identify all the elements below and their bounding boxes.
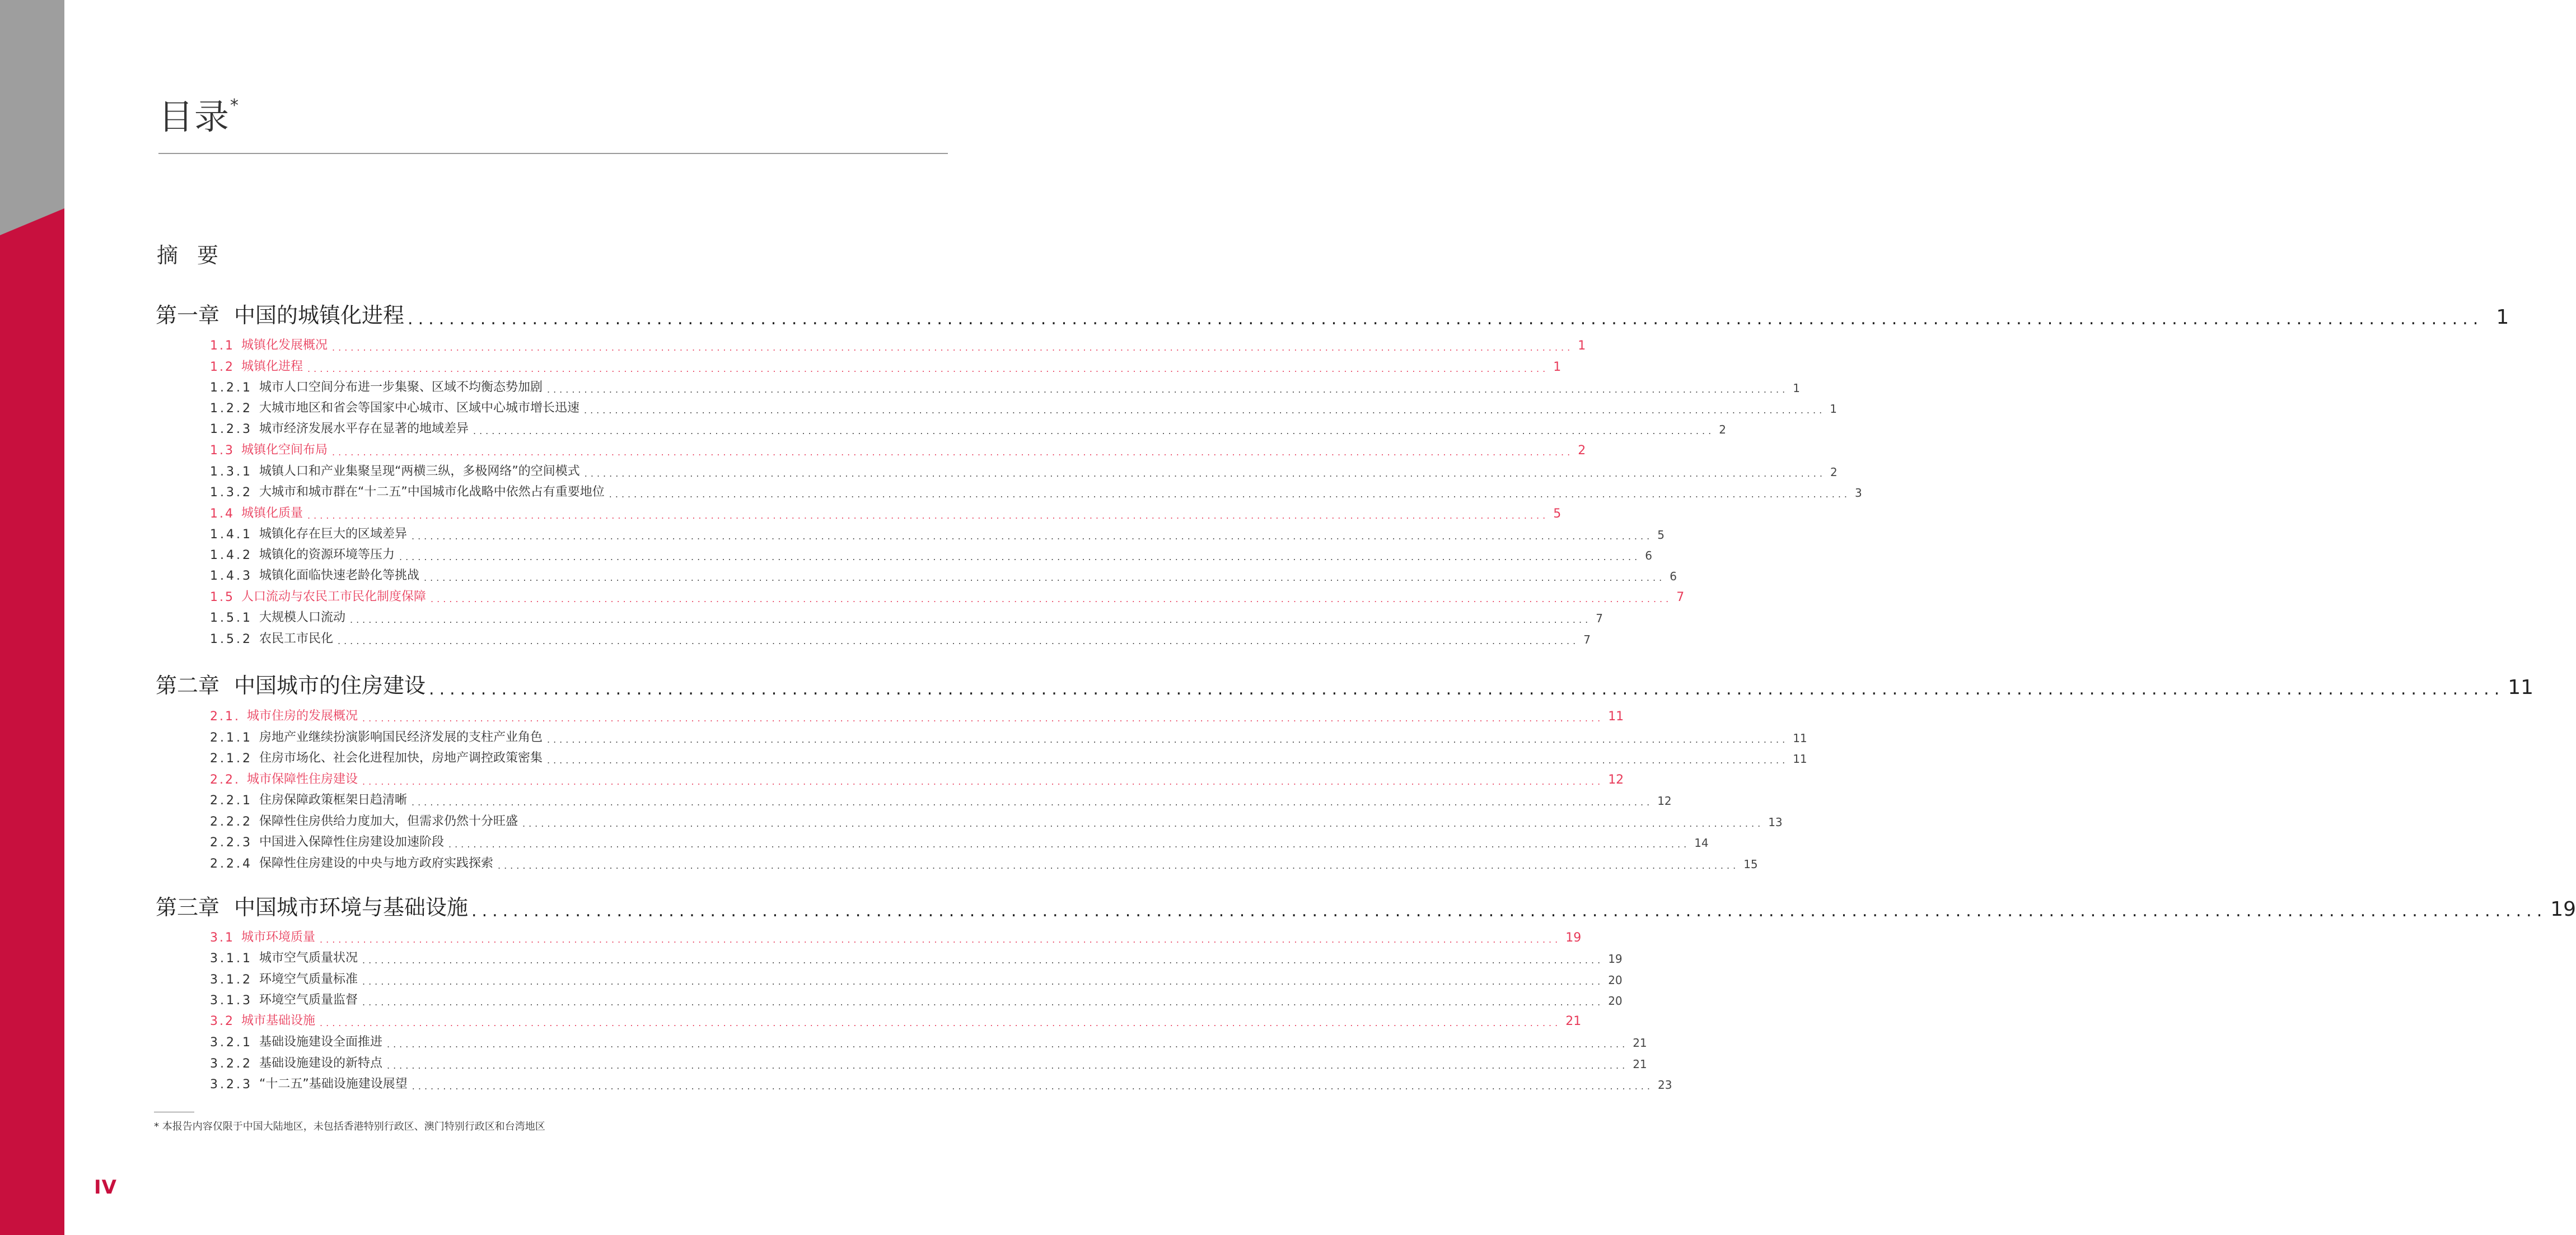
toc-sub[interactable]: [210, 749, 1807, 766]
toc-item-page: 20: [1608, 973, 1623, 987]
toc-item-title: 房地产业继续扮演影响国民经济发展的支柱产业角色: [259, 730, 543, 744]
toc-item-page: 19: [1608, 952, 1623, 966]
toc-leader-dots: ........................................................................................................................................................................................................: [498, 860, 1740, 871]
toc-sub[interactable]: [210, 949, 1623, 966]
toc-sub[interactable]: [210, 399, 1837, 416]
toc-item-number: 1.5.2: [210, 632, 253, 646]
toc-leader-dots: ........................................................................................................................................................................................................: [522, 818, 1764, 829]
toc-item-page: 11: [1608, 710, 1624, 724]
toc-item-number: 3.2.2: [210, 1057, 253, 1071]
toc-item-number: 3.2.3: [210, 1078, 253, 1092]
title-footnote-mark: *: [230, 96, 240, 115]
toc-leader-dots: ........................................................................................................................................................................................................: [307, 363, 1549, 374]
toc-item-number: 2.2.3: [210, 836, 253, 850]
toc-item-number: 2.2.2: [210, 815, 253, 829]
toc-leader-dots: ........................................................................................................................................................................................................: [362, 997, 1604, 1008]
toc-sub[interactable]: [210, 462, 1838, 479]
toc-item-number: 1.3.1: [210, 465, 253, 479]
toc-chapter[interactable]: [156, 895, 2576, 921]
toc-item-number: 1.2.1: [210, 381, 253, 395]
toc-sub[interactable]: [210, 1033, 1647, 1050]
toc-item-title: 中国城市的住房建设: [234, 673, 426, 698]
toc-leader-dots: ........................................................................................................................................................................................................: [350, 614, 1592, 625]
toc-item-page: 21: [1633, 1057, 1647, 1071]
toc-leader-dots: ........................................................................................................................................................................................................: [332, 342, 1574, 353]
toc-leader-dots: ........................................................................................................................................................................................................: [424, 572, 1666, 583]
toc-leader-dots: ........................................................................................................................................................................................................: [362, 955, 1604, 966]
toc-item-title: 住房保障政策框架日趋清晰: [259, 793, 407, 807]
toc-item-title: 城镇化发展概况: [241, 338, 328, 352]
toc-item-title: 保障性住房建设的中央与地方政府实践探索: [259, 856, 493, 870]
toc-item-number: 2.1.: [210, 710, 240, 724]
toc-section[interactable]: [210, 588, 1685, 604]
toc-item-page: 21: [1633, 1036, 1647, 1050]
toc-item-title: 大城市地区和省会等国家中心城市、区域中心城市增长迅速: [259, 401, 579, 415]
toc-section[interactable]: [210, 707, 1624, 724]
toc-item-number: 3.1: [210, 931, 235, 945]
toc-chapter[interactable]: [156, 303, 2509, 329]
toc-item-number: 3.2.1: [210, 1036, 253, 1050]
toc-item-title: 大规模人口流动: [259, 610, 345, 625]
toc-item-number: 2.1.1: [210, 731, 253, 745]
toc-sub[interactable]: [210, 728, 1807, 745]
toc-leader-dots: ........................................................................................................................................................................................................: [584, 468, 1826, 479]
toc-item-title: 城镇化空间布局: [241, 443, 328, 457]
toc-item-page: 2: [1719, 423, 1726, 436]
toc-item-title: “十二五”基础设施建设展望: [259, 1077, 408, 1091]
toc-item-page: 20: [1608, 994, 1623, 1008]
toc-leader-dots: ........................................................................................................................................................................................................: [609, 489, 1850, 500]
toc-item-page: 7: [1676, 590, 1685, 604]
toc-sub[interactable]: [210, 812, 1783, 829]
toc-item-title: 城市保障性住房建设: [246, 772, 358, 786]
toc-item-number: 1.4.1: [210, 528, 253, 542]
toc-leader-dots: ........................................................................................................................................................................................................: [332, 447, 1574, 458]
toc-section[interactable]: [210, 336, 1586, 353]
toc-sub[interactable]: [210, 854, 1758, 871]
toc-section[interactable]: [210, 928, 1582, 945]
toc-item-page: 15: [1743, 857, 1758, 871]
toc-item-page: 11: [1793, 752, 1807, 766]
toc-item-page: 6: [1645, 549, 1652, 562]
toc-sub[interactable]: [210, 546, 1652, 562]
footnote: * 本报告内容仅限于中国大陆地区，未包括香港特别行政区、澳门特别行政区和台湾地区: [154, 1121, 545, 1133]
toc-sub[interactable]: [210, 970, 1623, 987]
toc-item-title: 中国的城镇化进程: [234, 303, 405, 328]
toc-item-number: 第一章: [156, 303, 220, 328]
toc-item-page: 6: [1670, 570, 1677, 583]
toc-item-number: 2.2.: [210, 773, 240, 787]
toc-item-title: 环境空气质量监督: [259, 993, 358, 1007]
toc-item-number: 1.4.3: [210, 569, 253, 583]
toc-item-number: 1.3: [210, 444, 235, 458]
toc-sub[interactable]: [210, 833, 1709, 850]
toc-item-title: 基础设施建设全面推进: [259, 1035, 382, 1049]
toc-leader-dots: ........................................................................................................................................................................................................: [547, 734, 1789, 745]
toc-sub[interactable]: [210, 566, 1677, 583]
toc-sub[interactable]: [210, 420, 1726, 436]
toc-item-page: 12: [1657, 794, 1672, 808]
toc-item-page: 1: [1578, 339, 1586, 353]
toc-leader-dots: ........................................................................................................................................................................................................: [307, 510, 1549, 521]
toc-leader-dots: ........................................................................................................................................................................................................: [320, 934, 1562, 945]
toc-leader-dots: ........................................................................................................................................................................................................: [584, 405, 1826, 416]
toc-leader-dots: ........................................................................................................................................................................................................: [362, 713, 1604, 724]
toc-item-title: 住房市场化、社会化进程加快，房地产调控政策密集: [259, 751, 543, 765]
toc-leader-dots: ........................................................................................................................................................................................................: [471, 901, 2547, 921]
toc-sub[interactable]: [210, 608, 1603, 625]
toc-item-page: 2: [1578, 444, 1586, 458]
toc-item-title: 城市环境质量: [241, 930, 316, 944]
toc-leader-dots: ........................................................................................................................................................................................................: [547, 755, 1789, 766]
toc-leader-dots: ........................................................................................................................................................................................................: [362, 976, 1604, 987]
toc-sub[interactable]: [210, 630, 1591, 646]
toc-sub[interactable]: [210, 483, 1862, 500]
toc-leader-dots: ........................................................................................................................................................................................................: [362, 776, 1604, 787]
toc-item-title: 城市人口空间分布进一步集聚、区域不均衡态势加剧: [259, 380, 543, 394]
toc-item-number: 1.3.2: [210, 486, 253, 500]
toc-item-number: 1.5: [210, 590, 235, 604]
toc-item-title: 大城市和城市群在“十二五”中国城市化战略中依然占有重要地位: [259, 485, 605, 499]
toc-item-number: 第二章: [156, 673, 220, 698]
toc-item-page: 5: [1657, 528, 1665, 542]
toc-item-page: 19: [1565, 931, 1582, 945]
toc-sub[interactable]: [210, 525, 1665, 542]
toc-sub[interactable]: [210, 378, 1800, 395]
toc-item-number: 2.2.4: [210, 857, 253, 871]
toc-item-number: 3.1.1: [210, 952, 253, 966]
toc-leader-dots: ........................................................................................................................................................................................................: [448, 839, 1690, 850]
toc-item-title: 城镇化的资源环境等压力: [259, 548, 395, 562]
toc-leader-dots: ........................................................................................................................................................................................................: [431, 594, 1672, 604]
toc-item-number: 1.5.1: [210, 611, 253, 625]
toc-item-number: 1.1: [210, 339, 235, 353]
toc-item-page: 1: [2496, 306, 2509, 329]
toc-section[interactable]: [210, 441, 1586, 458]
toc-item-page: 3: [1854, 486, 1862, 500]
toc-item-number: 3.1.2: [210, 973, 253, 987]
toc-item-number: 1.2.3: [210, 422, 253, 436]
toc-item-page: 1: [1793, 381, 1800, 395]
toc-item-title: 环境空气质量标准: [259, 972, 358, 986]
toc-item-page: 7: [1583, 633, 1591, 646]
toc-sub[interactable]: [210, 791, 1672, 808]
toc-leader-dots: ........................................................................................................................................................................................................: [320, 1018, 1562, 1028]
toc-chapter[interactable]: [156, 673, 2534, 699]
toc-item-number: 3.2: [210, 1014, 235, 1028]
toc-item-title: 基础设施建设的新特点: [259, 1056, 382, 1070]
toc-item-page: 11: [1793, 731, 1807, 745]
toc-item-title: 城市基础设施: [241, 1014, 316, 1028]
toc-item-page: 23: [1657, 1078, 1672, 1092]
toc-leader-dots: ........................................................................................................................................................................................................: [473, 426, 1715, 436]
toc-item-title: 保障性住房供给力度加大，但需求仍然十分旺盛: [259, 814, 518, 828]
toc-item-number: 1.4.2: [210, 548, 253, 562]
toc-item-number: 1.2.2: [210, 402, 253, 416]
toc-item-title: 城镇化质量: [241, 506, 303, 520]
page-number: IV: [94, 1176, 117, 1199]
toc-item-page: 12: [1608, 773, 1624, 787]
page-title-text: 目录: [158, 96, 231, 137]
toc-item-page: 1: [1830, 402, 1837, 416]
toc-section[interactable]: [210, 770, 1624, 787]
toc-item-title: 人口流动与农民工市民化制度保障: [241, 590, 427, 604]
toc-sub[interactable]: [210, 1054, 1647, 1071]
toc-sub[interactable]: [210, 991, 1623, 1008]
toc-section[interactable]: [210, 357, 1562, 374]
toc-item-number: 1.2: [210, 360, 235, 374]
toc-item-title: 城市经济发展水平存在显著的地域差异: [259, 422, 469, 436]
toc-leader-dots: ........................................................................................................................................................................................................: [547, 384, 1789, 395]
toc-leader-dots: ........................................................................................................................................................................................................: [338, 636, 1579, 646]
toc-item-page: 5: [1553, 507, 1562, 521]
toc-item-title: 城镇化进程: [241, 360, 303, 374]
toc-item-title: 城镇化存在巨大的区域差异: [259, 527, 407, 541]
toc-item-page: 21: [1565, 1014, 1582, 1028]
toc-item-title: 城市住房的发展概况: [246, 709, 358, 723]
abstract-link[interactable]: 摘要: [157, 243, 238, 268]
toc-item-page: 13: [1768, 815, 1783, 829]
toc-item-number: 2.1.2: [210, 752, 253, 766]
toc-item-page: 14: [1694, 836, 1709, 850]
toc-section[interactable]: [210, 1012, 1582, 1028]
toc-leader-dots: ........................................................................................................................................................................................................: [412, 797, 1653, 808]
toc-item-number: 1.4: [210, 507, 235, 521]
toc-item-page: 2: [1830, 465, 1838, 479]
toc-sub[interactable]: [210, 1075, 1672, 1092]
toc-item-title: 农民工市民化: [259, 632, 333, 646]
toc-item-title: 中国进入保障性住房建设加速阶段: [259, 835, 444, 849]
toc-item-title: 城镇化面临快速老龄化等挑战: [259, 568, 419, 582]
toc-item-page: 7: [1596, 612, 1603, 625]
toc-leader-dots: ........................................................................................................................................................................................................: [412, 1081, 1653, 1092]
toc-item-number: 2.2.1: [210, 794, 253, 808]
toc-section[interactable]: [210, 504, 1562, 521]
toc-leader-dots: ........................................................................................................................................................................................................: [408, 309, 2484, 329]
toc-item-page: 1: [1553, 360, 1562, 374]
toc-item-number: 3.1.3: [210, 994, 253, 1008]
toc-item-title: 中国城市环境与基础设施: [234, 895, 469, 920]
toc-item-page: 11: [2508, 676, 2534, 699]
toc-leader-dots: ........................................................................................................................................................................................................: [387, 1060, 1629, 1071]
toc-item-title: 城市空气质量状况: [259, 951, 358, 965]
toc-leader-dots: ........................................................................................................................................................................................................: [399, 552, 1641, 562]
toc-leader-dots: ........................................................................................................................................................................................................: [429, 679, 2505, 699]
toc-leader-dots: ........................................................................................................................................................................................................: [387, 1039, 1629, 1050]
toc-item-title: 城镇人口和产业集聚呈现“两横三纵，多极网络”的空间模式: [259, 464, 580, 478]
toc-item-number: 第三章: [156, 895, 220, 920]
toc-item-page: 19: [2550, 898, 2576, 921]
toc-leader-dots: ........................................................................................................................................................................................................: [412, 531, 1653, 542]
